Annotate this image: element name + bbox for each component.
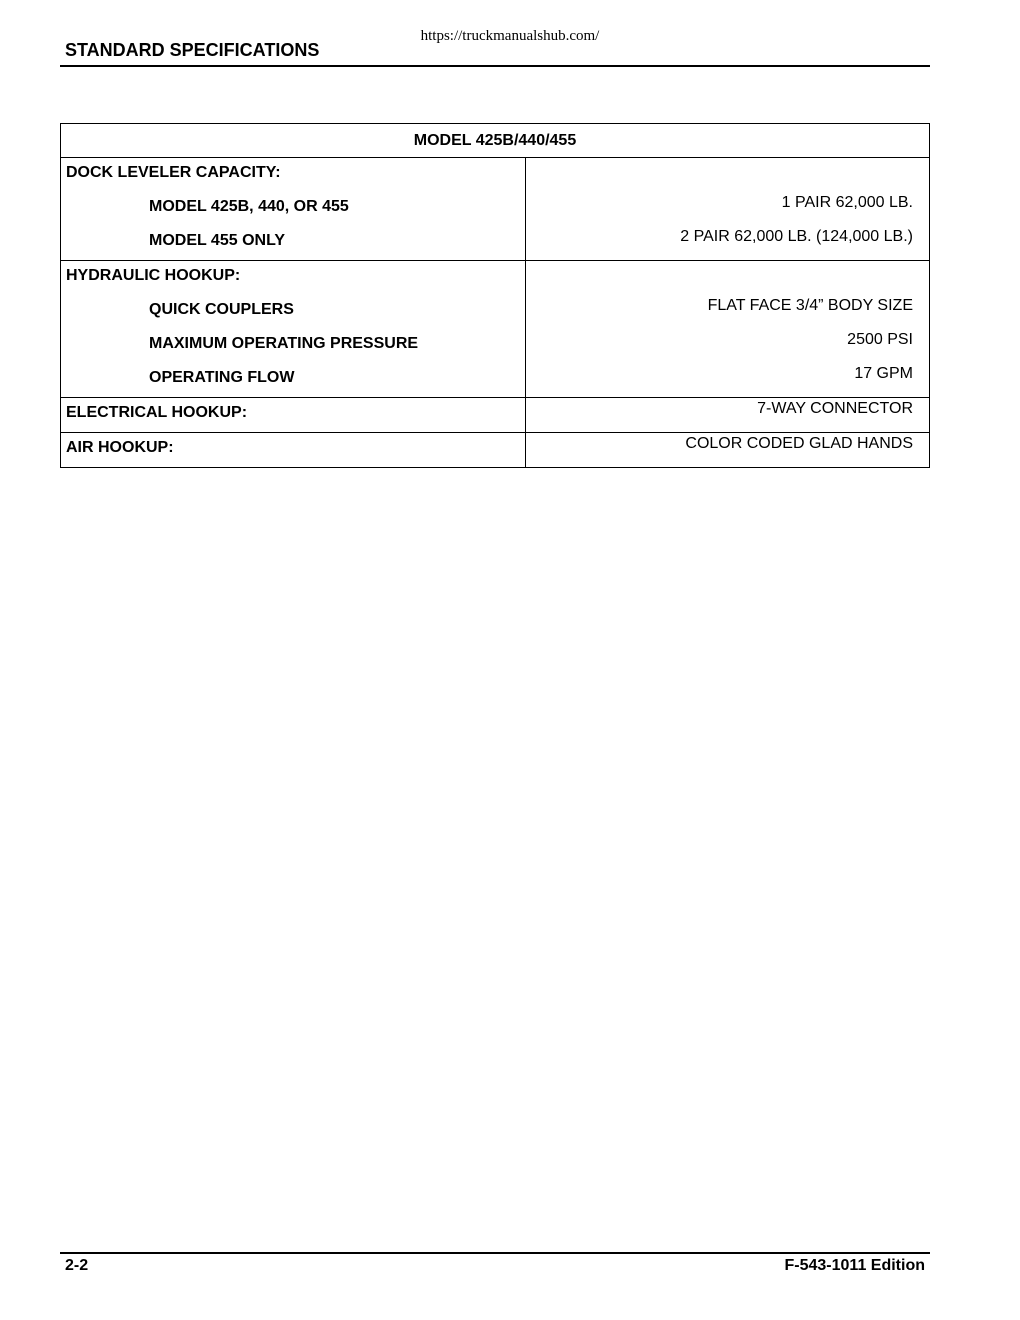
specifications-table [60, 123, 930, 468]
section-labels [61, 261, 526, 398]
item-value: 7-WAY CONNECTOR [757, 400, 913, 417]
item-value: 1 PAIR 62,000 LB. [781, 194, 913, 211]
item-label: OPERATING FLOW [149, 369, 295, 386]
section-labels [61, 398, 526, 433]
item-label: MODEL 455 ONLY [149, 232, 286, 249]
item-value: 17 GPM [854, 365, 913, 382]
item-value: 2500 PSI [847, 331, 913, 348]
item-value: FLAT FACE 3/4” BODY SIZE [707, 297, 913, 314]
section-row-dock-leveler-capacity [61, 158, 930, 261]
item-label: QUICK COUPLERS [149, 301, 294, 318]
section-labels [61, 158, 526, 261]
item-value: COLOR CODED GLAD HANDS [685, 435, 913, 452]
section-label: ELECTRICAL HOOKUP: [66, 404, 248, 421]
page-title: STANDARD SPECIFICATIONS [65, 40, 320, 60]
section-label: DOCK LEVELER CAPACITY: [66, 164, 281, 181]
page-number: 2-2 [65, 1257, 89, 1274]
section-values [526, 261, 930, 398]
source-url: https://truckmanualshub.com/ [420, 28, 600, 44]
section-values [526, 433, 930, 468]
section-row-air-hookup [61, 433, 930, 468]
spacer [526, 158, 929, 192]
item-value: 2 PAIR 62,000 LB. (124,000 LB.) [680, 228, 913, 245]
section-values [526, 158, 930, 261]
section-row-electrical-hookup [61, 398, 930, 433]
section-labels [61, 433, 526, 468]
item-label: MODEL 425B, 440, OR 455 [149, 198, 349, 215]
section-label: HYDRAULIC HOOKUP: [66, 267, 241, 284]
item-label: MAXIMUM OPERATING PRESSURE [149, 335, 419, 352]
table-heading-row [61, 124, 930, 158]
header-rule [60, 65, 930, 67]
section-values [526, 398, 930, 433]
footer-rule [60, 1252, 930, 1254]
edition-label: F-543-1011 Edition [784, 1257, 925, 1274]
section-label: AIR HOOKUP: [66, 439, 174, 456]
table-heading: MODEL 425B/440/455 [61, 124, 930, 158]
spacer [526, 261, 929, 295]
section-row-hydraulic-hookup [61, 261, 930, 398]
